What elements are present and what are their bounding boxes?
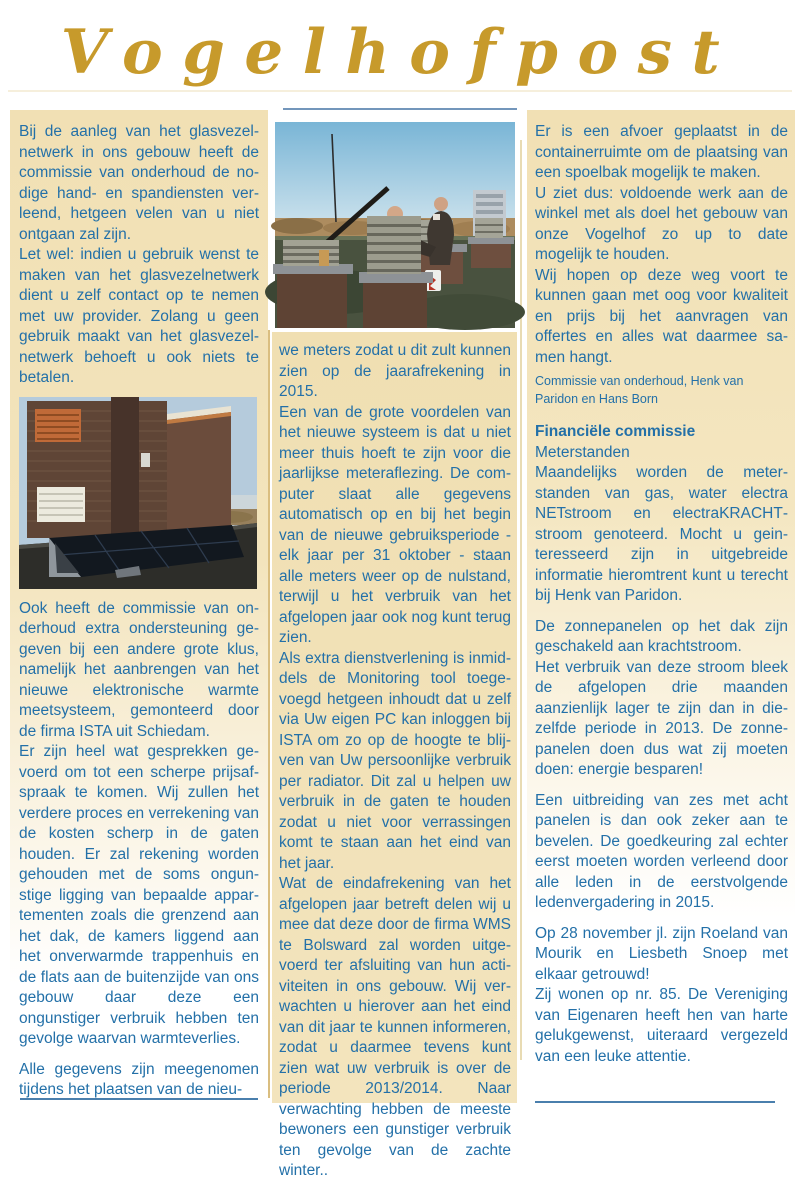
middle-paragraph-1: we meters zodat u dit zult kunnen zien op de jaarafrekening in 2015. Een van de grote voordelen van het nieuwe systeem is dat u niet meer thuis hoeft te zijn voor die jaarlijkse meteraflezing. De computer slaat alle gegevens automatisch op en bij het begin van de nieuwe gebruiksperiode - elk jaar per 31 oktober - staan alle meters weer op de nulstand, terwijl u het verbruik van het afgelopen jaar ook nog kunt terug zien. Als extra dienstverlening is inmiddels de Monitoring tool toegevoegd hetgeen inhoudt dat u zelf via Uw eigen PC kan inloggen bij ISTA om zo op de hoogte te blijven van Uw persoonlijke verbruik per radiator. Dit zal u helpen uw verbruik in de gaten te houden zodat u niet voor verrassingen komt te staan aan het eind van het jaar. Wat de eindafrekening van het afgelopen jaar betreft delen wij u mee dat deze door de firma WMS te Bolsward zal worden uitgevoerd ter afsluiting van hun activiteiten in ons gebouw. Wij verwachten u hierover aan het eind van dit jaar te kunnen informeren, zodat u daarmee tevens kunt zien wat uw verbruik is over de periode 2013/2014. Naar verwachting hebben de meeste bewoners een gunstiger verbruik ten gevolge van de zachte winter.. (279, 342, 511, 1179)
column-divider-middle-right (520, 140, 522, 1060)
newsletter-title: Vogelhofpost (60, 16, 740, 88)
left-column-bottom-rule (20, 1098, 258, 1100)
right-column (535, 122, 788, 1067)
left-column (19, 122, 259, 1101)
right-column-bottom-rule (535, 1101, 775, 1103)
middle-column-top-rule (283, 108, 517, 110)
left-paragraph-2: Ook heeft de commissie van onderhoud extra ondersteuning gegeven bij een andere grote klus, namelijk het aanbrengen van het nieuwe elektronische warmte meetsysteem, gemonteerd door de firma ISTA uit Schiedam. Er zijn heel wat gesprekken gevoerd om tot een scherpe prijsafspraak te komen. Wij zullen het verdere proces en verrekening van de kosten scherp in de gaten houden. Er zal rekening worden gehouden met de soms ongunstige ligging van bepaalde appartementen zoals die grenzend aan het dak, de kamers liggend aan het onverwarmde trappenhuis en de flats aan de buitenzijde van ons gebouw daar deze een ongunstiger verbruik hebben ten gevolge waarvan warmteverlies. (19, 599, 259, 1047)
financial-committee-heading: Financiële commissie (535, 423, 696, 440)
right-paragraph-5: Op 28 november jl. zijn Roeland van Mourik en Liesbeth Snoep met elkaar getrouwd! Zij wonen op nr. 85. De Vereniging van Eigenaren heeft hen van harte gelukgewenst, uiteraard vergezeld van een leuke attentie. (535, 924, 788, 1065)
left-paragraph-3: Alle gegevens zijn meegenomen tijdens het plaatsen van de nieu- (19, 1060, 259, 1098)
right-paragraph-4: Een uitbreiding van zes met acht panelen is dan ook zeker aan te bevelen. De goedkeuring zal echter eerst moeten worden verleend door alle leden in de eerstvolgende ledenvergadering in 2015. (535, 791, 788, 911)
left-paragraph-1: Bij de aanleg van het glasvezelnetwerk in ons gebouw heeft de commissie van onderhoud de nodige hand- en spandiensten verleend, hetgeen velen van u niet ontgaan zal zijn. Let wel: indien u gebruik wenst te maken van het glasvezelnetwerk dient u zelf contact op te nemen met uw provider. Zolang u geen gebruik maakt van het glasvezelnetwerk behoeft u ook niets te betalen. (19, 123, 259, 386)
right-paragraph-1: Er is een afvoer geplaatst in de containerruimte om de plaatsing van een spoelbak mogelijk te maken. U ziet dus: voldoende werk aan de winkel met als doel het gebouw van onze Vogelhof zo up to date mogelijk te houden. Wij hopen op deze weg voort te kunnen gaan met oog voor kwaliteit en prijs bij het aanvragen van offertes en alles wat daarmee samen hangt. (535, 123, 788, 366)
maintenance-committee-credit: Commissie van onderhoud, Henk van Paridon en Hans Born (535, 374, 744, 406)
column-divider-left-middle (268, 330, 270, 1098)
right-paragraph-3: De zonnepanelen op het dak zijn geschakeld aan krachtstroom. Het verbruik van deze stroom bleek de afgelopen drie maanden aanzienlijk lager te zijn dan in diezelfde periode in 2013. De zonnepanelen doen dus wat zij moeten doen: energie besparen! (535, 617, 788, 778)
middle-column (279, 341, 511, 1182)
masthead-divider (8, 90, 792, 92)
solar-panels-photo (19, 397, 257, 589)
meter-readings-subheading: Meterstanden (535, 443, 630, 461)
roof-workers-photo (275, 122, 515, 328)
right-paragraph-2: Maandelijks worden de meterstanden van gas, water electra NETstroom en electraKRACHTstroom genoteerd. Mocht u geinteresseerd zijn in uitgebreide informatie hieromtrent kunt u terecht bij Henk van Paridon. (535, 464, 788, 604)
